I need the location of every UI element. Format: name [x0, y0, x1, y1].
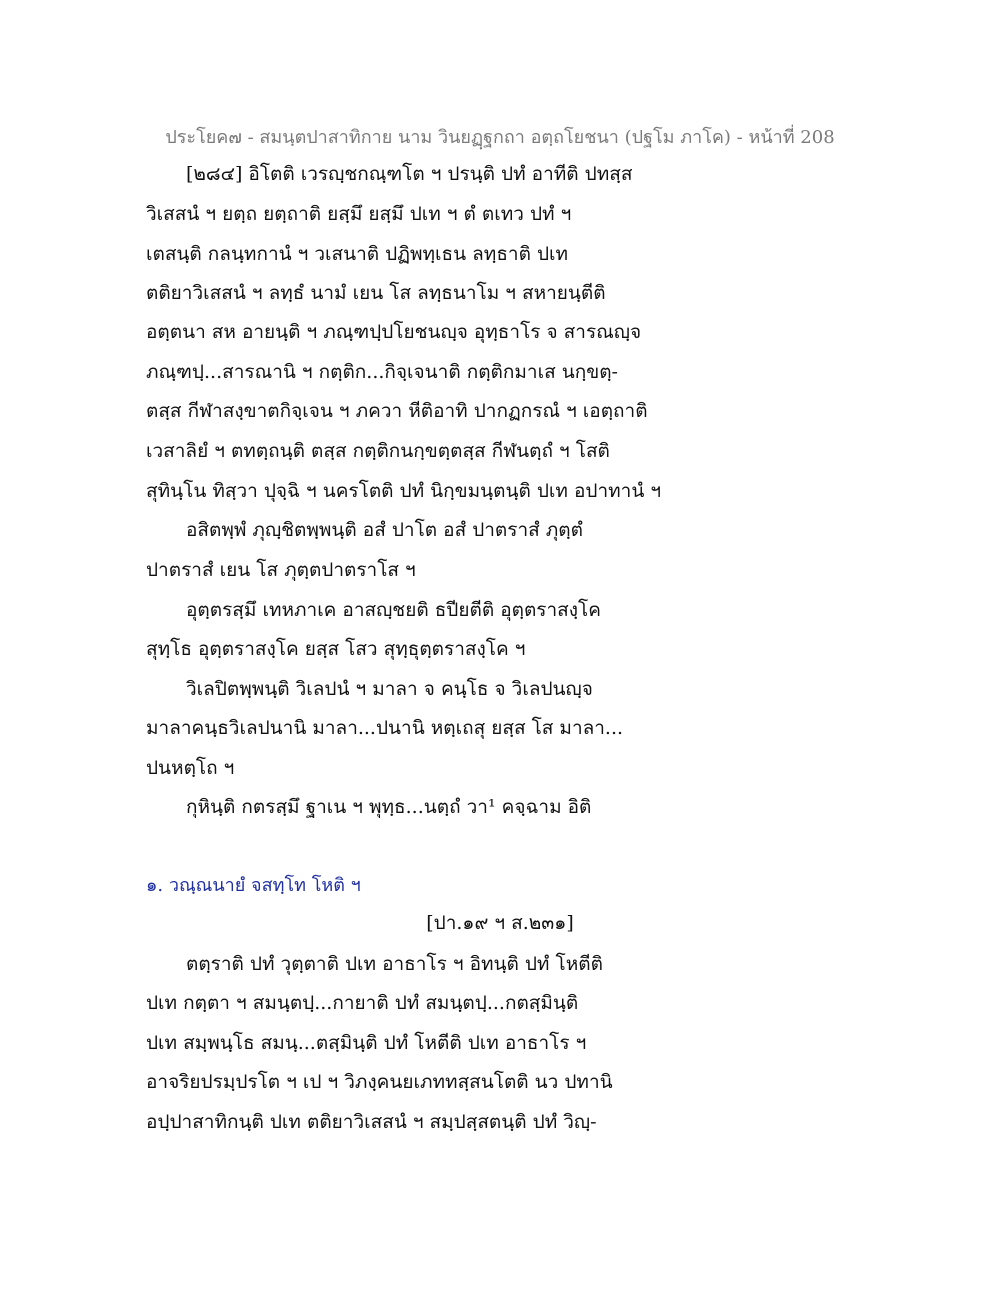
paragraph-line: วิเลปิตพฺพนฺติ วิเลปนํ ฯ มาลา จ คนฺโธ จ วิเลปนญฺจ	[186, 678, 593, 700]
paragraph-line: ภณฺฑปฺ...สารณานิ ฯ กตฺติก...กิจฺเจนาติ กตฺติกมาเส นกฺขตฺ-	[146, 361, 618, 383]
paragraph-line: เวสาลิยํ ฯ ตทตฺถนฺติ ตสฺส กตฺติกนกฺขตฺตสฺส กีฬนตฺถํ ฯ โสติ	[146, 440, 610, 462]
paragraph-line: อตฺตนา สห อายนฺติ ฯ ภณฺฑปฺปโยชนญฺจ อุทฺธาโร จ สารณญฺจ	[146, 321, 642, 343]
paragraph-line: ตสฺส กีฬาสงฺขาตกิจฺเจน ฯ ภควา หีติอาทิ ปากฏกรณํ ฯ เอตฺถาติ	[146, 400, 648, 422]
paragraph-line: สุทฺโธ อุตฺตราสงฺโค ยสฺส โสว สุทฺธุตฺตราสงฺโค ฯ	[146, 638, 526, 660]
paragraph-line: อาจริยปรมฺปรโต ฯ เป ฯ วิภงฺคนยเภททสฺสนโตติ นว ปทานิ	[146, 1071, 613, 1093]
paragraph-line: อปฺปาสาทิกนฺติ ปเท ตติยาวิเสสนํ ฯ สมฺปสฺสตนฺติ ปทํ วิญฺ-	[146, 1111, 597, 1133]
paragraph-line: อุตฺตรสฺมึ เทหภาเค อาสญฺชยติ ธปียตีติ อุตฺตราสงฺโค	[186, 599, 601, 621]
page-reference: [ปา.๑๙ ฯ ส.๒๓๑]	[426, 912, 574, 934]
paragraph-line: มาลาคนฺธวิเลปนานิ มาลา...ปนานิ หตฺเถสุ ยสฺส โส มาลา...	[146, 717, 624, 739]
footnote: ๑. วณฺณนายํ จสทฺโท โหติ ฯ	[146, 875, 361, 896]
paragraph-line: อสิตพฺพํ ภุญฺชิตพฺพนฺติ อสํ ปาโต อสํ ปาตราสํ ภุตฺตํ	[186, 519, 583, 541]
paragraph-line: ตตฺราติ ปทํ วุตฺตาติ ปเท อาธาโร ฯ อิทนฺติ ปทํ โหตีติ	[186, 953, 603, 975]
paragraph-line: ตติยาวิเสสนํ ฯ ลทฺธํ นามํ เยน โส ลทฺธนาโม ฯ สหายนฺตีติ	[146, 282, 606, 304]
paragraph-line: เตสนฺติ กลนฺทกานํ ฯ วเสนาติ ปฏิพทฺเธน ลทฺธาติ ปเท	[146, 243, 569, 265]
paragraph-line: ปาตราสํ เยน โส ภุตฺตปาตราโส ฯ	[146, 559, 416, 581]
paragraph-line: ปเท สมฺพนฺโธ สมนฺ...ตสฺมินฺติ ปทํ โหตีติ ปเท อาธาโร ฯ	[146, 1032, 587, 1054]
paragraph-line: ปนหตฺโถ ฯ	[146, 757, 235, 779]
running-header: ประโยค๗ - สมนฺตปาสาทิกาย นาม วินยฏฺฐกถา อตฺถโยชนา (ปฐโม ภาโค) - หน้าที่ 208	[165, 127, 835, 148]
paragraph-line: [๒๘๔] อิโตติ เวรญฺชกณฺฑโต ฯ ปรนฺติ ปทํ อาทีติ ปทสฺส	[186, 163, 633, 185]
paragraph-line: ปเท กตฺตา ฯ สมนฺตปฺ...กายาติ ปทํ สมนฺตปฺ...กตสฺมินฺติ	[146, 992, 579, 1014]
paragraph-line: สุทินฺโน ทิสฺวา ปุจฺฉิ ฯ นครโตติ ปทํ นิกฺขมนฺตนฺติ ปเท อปาทานํ ฯ	[146, 480, 662, 502]
paragraph-line: กุหินฺติ กตรสฺมึ ฐาเน ฯ พุทฺธ...นตฺถํ วา¹ คจฺฉาม อิติ	[186, 796, 592, 818]
paragraph-line: วิเสสนํ ฯ ยตฺถ ยตฺถาติ ยสฺมึ ยสฺมึ ปเท ฯ ตํ ตเทว ปทํ ฯ	[146, 203, 572, 225]
